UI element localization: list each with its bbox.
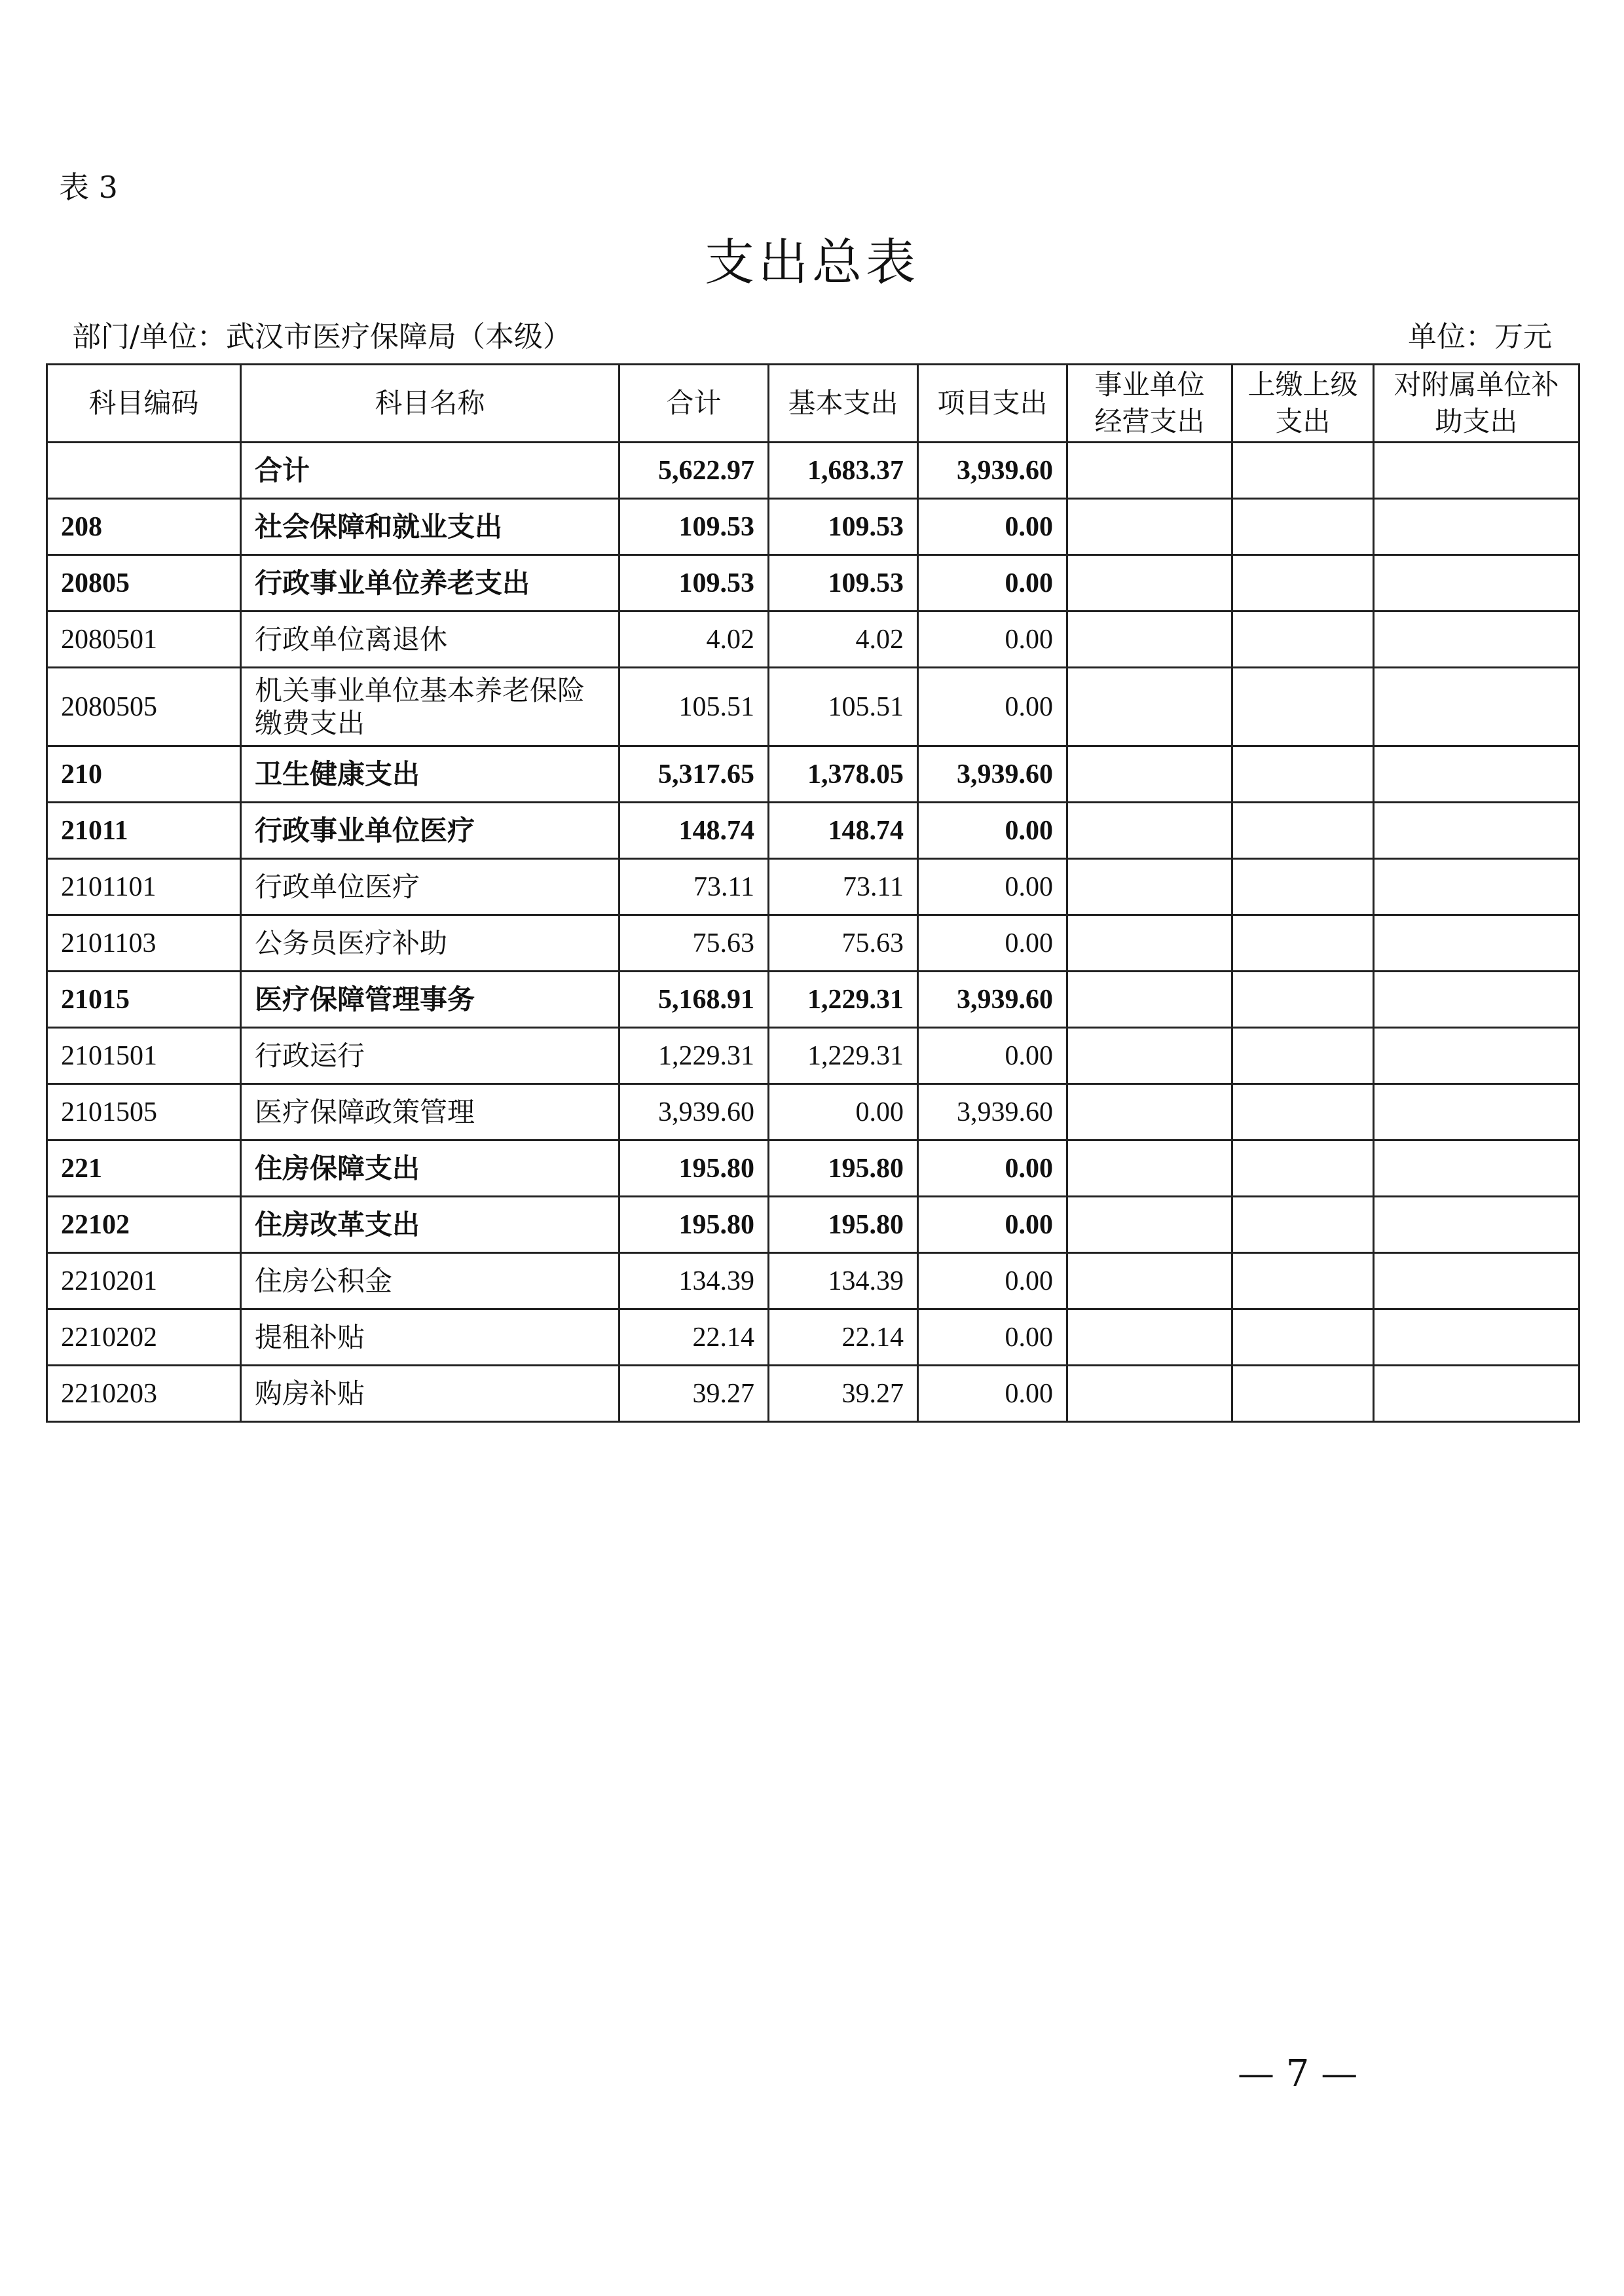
cell-project: 3,939.60 xyxy=(918,746,1067,803)
table-row xyxy=(47,611,1579,668)
table-row xyxy=(47,1309,1579,1366)
cell-name: 合计 xyxy=(241,443,619,499)
cell-name: 机关事业单位基本养老保险缴费支出 xyxy=(241,668,619,746)
cell-upper xyxy=(1232,611,1374,668)
table-row xyxy=(47,1084,1579,1140)
table-row xyxy=(47,1140,1579,1197)
cell-total: 105.51 xyxy=(619,668,769,746)
cell-basic: 134.39 xyxy=(769,1253,918,1309)
cell-project: 3,939.60 xyxy=(918,972,1067,1028)
cell-name: 公务员医疗补助 xyxy=(241,915,619,972)
cell-enterprise xyxy=(1067,1253,1232,1309)
cell-basic: 109.53 xyxy=(769,499,918,555)
cell-basic: 75.63 xyxy=(769,915,918,972)
table-row xyxy=(47,746,1579,803)
table-row xyxy=(47,859,1579,915)
cell-upper xyxy=(1232,499,1374,555)
cell-name: 住房公积金 xyxy=(241,1253,619,1309)
cell-total: 195.80 xyxy=(619,1140,769,1197)
cell-basic: 1,378.05 xyxy=(769,746,918,803)
cell-code: 2101101 xyxy=(47,859,241,915)
cell-project: 0.00 xyxy=(918,915,1067,972)
cell-code: 221 xyxy=(47,1140,241,1197)
cell-enterprise xyxy=(1067,1309,1232,1366)
cell-code: 2101505 xyxy=(47,1084,241,1140)
cell-subsidy xyxy=(1374,443,1579,499)
cell-enterprise xyxy=(1067,746,1232,803)
cell-project: 3,939.60 xyxy=(918,1084,1067,1140)
cell-subsidy xyxy=(1374,746,1579,803)
cell-subsidy xyxy=(1374,499,1579,555)
cell-total: 195.80 xyxy=(619,1197,769,1253)
cell-basic: 0.00 xyxy=(769,1084,918,1140)
cell-enterprise xyxy=(1067,803,1232,859)
table-row xyxy=(47,972,1579,1028)
cell-basic: 195.80 xyxy=(769,1197,918,1253)
cell-name: 购房补贴 xyxy=(241,1366,619,1422)
cell-basic: 1,229.31 xyxy=(769,972,918,1028)
cell-project: 0.00 xyxy=(918,1197,1067,1253)
cell-code: 21015 xyxy=(47,972,241,1028)
cell-name: 社会保障和就业支出 xyxy=(241,499,619,555)
cell-subsidy xyxy=(1374,1366,1579,1422)
header-upper: 上缴上级支出 xyxy=(1232,365,1374,443)
table-tag: 表 3 xyxy=(59,170,118,205)
header-basic: 基本支出 xyxy=(769,365,918,443)
cell-code: 2210202 xyxy=(47,1309,241,1366)
cell-project: 0.00 xyxy=(918,1028,1067,1084)
cell-enterprise xyxy=(1067,555,1232,611)
cell-enterprise xyxy=(1067,1140,1232,1197)
cell-total: 3,939.60 xyxy=(619,1084,769,1140)
cell-enterprise xyxy=(1067,1197,1232,1253)
cell-name: 行政运行 xyxy=(241,1028,619,1084)
cell-name: 住房改革支出 xyxy=(241,1197,619,1253)
cell-code: 208 xyxy=(47,499,241,555)
cell-name: 行政事业单位医疗 xyxy=(241,803,619,859)
cell-total: 75.63 xyxy=(619,915,769,972)
cell-project: 3,939.60 xyxy=(918,443,1067,499)
cell-project: 0.00 xyxy=(918,1309,1067,1366)
cell-total: 148.74 xyxy=(619,803,769,859)
cell-enterprise xyxy=(1067,1084,1232,1140)
table-row xyxy=(47,443,1579,499)
cell-subsidy xyxy=(1374,1253,1579,1309)
cell-subsidy xyxy=(1374,1309,1579,1366)
table-row xyxy=(47,555,1579,611)
cell-upper xyxy=(1232,746,1374,803)
cell-enterprise xyxy=(1067,668,1232,746)
cell-upper xyxy=(1232,1028,1374,1084)
cell-project: 0.00 xyxy=(918,1253,1067,1309)
header-total: 合计 xyxy=(619,365,769,443)
cell-enterprise xyxy=(1067,611,1232,668)
cell-basic: 148.74 xyxy=(769,803,918,859)
cell-enterprise xyxy=(1067,859,1232,915)
cell-code: 2210203 xyxy=(47,1366,241,1422)
cell-enterprise xyxy=(1067,915,1232,972)
cell-code: 21011 xyxy=(47,803,241,859)
cell-subsidy xyxy=(1374,972,1579,1028)
cell-subsidy xyxy=(1374,668,1579,746)
cell-upper xyxy=(1232,1253,1374,1309)
cell-total: 22.14 xyxy=(619,1309,769,1366)
cell-basic: 109.53 xyxy=(769,555,918,611)
header-subsidy: 对附属单位补助支出 xyxy=(1374,365,1579,443)
cell-code: 210 xyxy=(47,746,241,803)
header-enterprise: 事业单位经营支出 xyxy=(1067,365,1232,443)
header-code: 科目编码 xyxy=(47,365,241,443)
cell-upper xyxy=(1232,859,1374,915)
table-row xyxy=(47,1197,1579,1253)
cell-code: 2210201 xyxy=(47,1253,241,1309)
cell-total: 134.39 xyxy=(619,1253,769,1309)
cell-code: 22102 xyxy=(47,1197,241,1253)
table-row xyxy=(47,668,1579,746)
page-title: 支出总表 xyxy=(705,233,919,291)
table-row xyxy=(47,915,1579,972)
cell-subsidy xyxy=(1374,803,1579,859)
cell-basic: 105.51 xyxy=(769,668,918,746)
cell-project: 0.00 xyxy=(918,1140,1067,1197)
cell-project: 0.00 xyxy=(918,499,1067,555)
cell-code xyxy=(47,443,241,499)
cell-total: 1,229.31 xyxy=(619,1028,769,1084)
cell-total: 5,317.65 xyxy=(619,746,769,803)
cell-total: 5,168.91 xyxy=(619,972,769,1028)
cell-name: 行政事业单位养老支出 xyxy=(241,555,619,611)
cell-enterprise xyxy=(1067,443,1232,499)
cell-code: 2101501 xyxy=(47,1028,241,1084)
cell-total: 109.53 xyxy=(619,499,769,555)
cell-total: 4.02 xyxy=(619,611,769,668)
cell-name: 住房保障支出 xyxy=(241,1140,619,1197)
table-row xyxy=(47,1028,1579,1084)
cell-subsidy xyxy=(1374,915,1579,972)
cell-enterprise xyxy=(1067,1028,1232,1084)
cell-enterprise xyxy=(1067,499,1232,555)
cell-upper xyxy=(1232,668,1374,746)
cell-basic: 4.02 xyxy=(769,611,918,668)
expenditure-table xyxy=(46,363,1580,1423)
cell-subsidy xyxy=(1374,859,1579,915)
cell-name: 卫生健康支出 xyxy=(241,746,619,803)
department-label: 部门/单位：武汉市医疗保障局（本级） xyxy=(72,320,572,354)
table-header-row xyxy=(47,365,1579,443)
cell-project: 0.00 xyxy=(918,803,1067,859)
cell-upper xyxy=(1232,803,1374,859)
cell-name: 提租补贴 xyxy=(241,1309,619,1366)
cell-basic: 195.80 xyxy=(769,1140,918,1197)
cell-name: 医疗保障政策管理 xyxy=(241,1084,619,1140)
unit-label: 单位：万元 xyxy=(1408,320,1552,354)
cell-code: 20805 xyxy=(47,555,241,611)
cell-enterprise xyxy=(1067,1366,1232,1422)
table-row xyxy=(47,1366,1579,1422)
cell-subsidy xyxy=(1374,555,1579,611)
cell-basic: 73.11 xyxy=(769,859,918,915)
cell-basic: 1,229.31 xyxy=(769,1028,918,1084)
cell-project: 0.00 xyxy=(918,1366,1067,1422)
cell-upper xyxy=(1232,1197,1374,1253)
cell-upper xyxy=(1232,915,1374,972)
cell-total: 5,622.97 xyxy=(619,443,769,499)
cell-upper xyxy=(1232,1140,1374,1197)
cell-upper xyxy=(1232,1366,1374,1422)
cell-subsidy xyxy=(1374,611,1579,668)
header-project: 项目支出 xyxy=(918,365,1067,443)
cell-total: 109.53 xyxy=(619,555,769,611)
cell-code: 2080505 xyxy=(47,668,241,746)
cell-project: 0.00 xyxy=(918,555,1067,611)
cell-upper xyxy=(1232,555,1374,611)
cell-name: 医疗保障管理事务 xyxy=(241,972,619,1028)
cell-name: 行政单位医疗 xyxy=(241,859,619,915)
cell-total: 73.11 xyxy=(619,859,769,915)
cell-upper xyxy=(1232,972,1374,1028)
table-row xyxy=(47,1253,1579,1309)
cell-basic: 22.14 xyxy=(769,1309,918,1366)
cell-code: 2101103 xyxy=(47,915,241,972)
cell-subsidy xyxy=(1374,1028,1579,1084)
cell-project: 0.00 xyxy=(918,859,1067,915)
cell-upper xyxy=(1232,1309,1374,1366)
table-row xyxy=(47,803,1579,859)
cell-total: 39.27 xyxy=(619,1366,769,1422)
table-row xyxy=(47,499,1579,555)
page-number: — 7 — xyxy=(1238,2052,1358,2095)
cell-project: 0.00 xyxy=(918,668,1067,746)
cell-code: 2080501 xyxy=(47,611,241,668)
cell-enterprise xyxy=(1067,972,1232,1028)
cell-subsidy xyxy=(1374,1084,1579,1140)
header-name: 科目名称 xyxy=(241,365,619,443)
cell-upper xyxy=(1232,1084,1374,1140)
cell-project: 0.00 xyxy=(918,611,1067,668)
cell-subsidy xyxy=(1374,1140,1579,1197)
cell-subsidy xyxy=(1374,1197,1579,1253)
cell-basic: 1,683.37 xyxy=(769,443,918,499)
cell-upper xyxy=(1232,443,1374,499)
cell-basic: 39.27 xyxy=(769,1366,918,1422)
cell-name: 行政单位离退休 xyxy=(241,611,619,668)
